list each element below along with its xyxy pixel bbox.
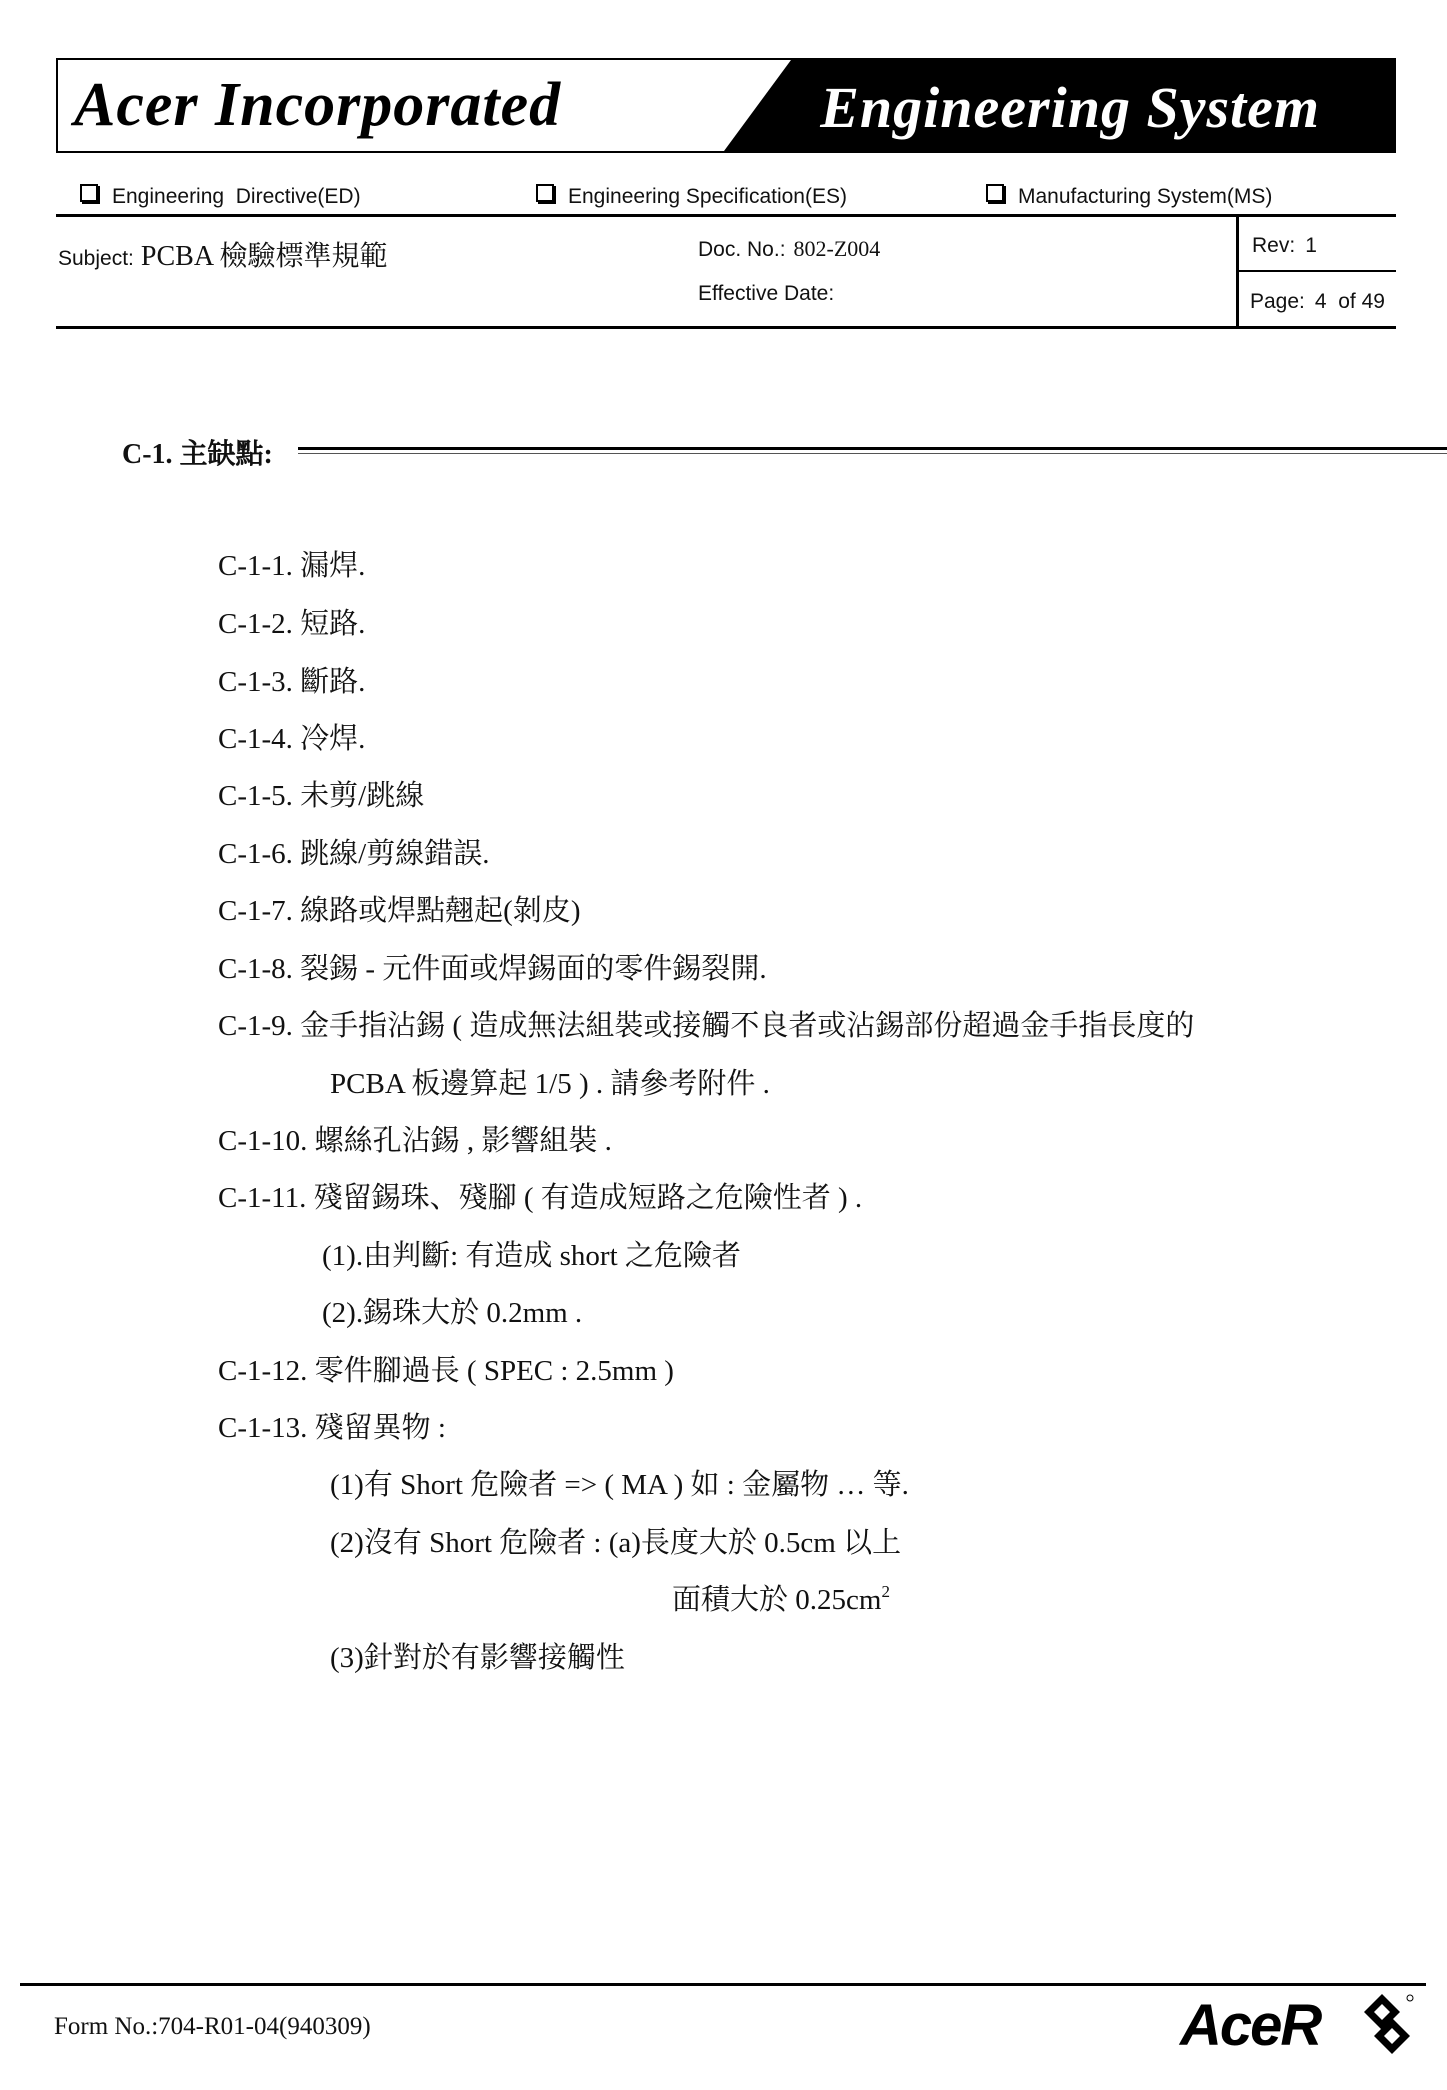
acer-logo-text: AceR: [1180, 1993, 1321, 2058]
form-number: Form No.:704-R01-04(940309): [54, 2013, 371, 2040]
list-item-continuation: PCBA 板邊算起 1/5 ) . 請參考附件 .: [330, 1068, 770, 1100]
list-item: C-1-7. 線路或焊點翹起(剝皮): [218, 895, 581, 927]
effective-date-label: Effective Date:: [698, 282, 835, 305]
list-item: C-1-13. 殘留異物 :: [218, 1412, 446, 1444]
effective-date: [698, 282, 834, 306]
subject-value: PCBA 檢驗標準規範: [140, 241, 388, 272]
category-ms: [986, 184, 1272, 209]
category-es-label: Engineering Specification(ES): [568, 185, 847, 208]
list-item: C-1-2. 短路.: [218, 608, 366, 640]
list-item: C-1-4. 冷焊.: [218, 723, 366, 755]
doc-no-label: Doc. No.:: [698, 238, 786, 261]
doc-no: [698, 236, 880, 262]
company-name: Acer Incorporated: [74, 71, 562, 139]
subject-label: Subject:: [58, 247, 134, 270]
system-name: Engineering System: [820, 75, 1320, 140]
checkbox-icon: [536, 184, 554, 202]
list-item: C-1-6. 跳線/剪線錯誤.: [218, 838, 490, 870]
revision: [1252, 234, 1317, 258]
sub-item: (2).錫珠大於 0.2mm .: [322, 1297, 583, 1329]
list-item: C-1-1. 漏焊.: [218, 550, 366, 582]
list-item: C-1-9. 金手指沾錫 ( 造成無法組裝或接觸不良者或沾錫部份超過金手指長度的: [218, 1010, 1195, 1042]
page-value: 4 of 49: [1314, 290, 1385, 313]
list-item: C-1-12. 零件腳過長 ( SPEC : 2.5mm ): [218, 1355, 674, 1387]
section-rule: [298, 447, 1447, 454]
category-row: [56, 180, 1396, 216]
sub-item: (2)沒有 Short 危險者 : (a)長度大於 0.5cm 以上: [330, 1527, 902, 1559]
doc-no-value: 802-Z004: [793, 236, 881, 261]
category-ed-label: Engineering Directive(ED): [112, 185, 361, 208]
area-exponent: 2: [881, 1582, 890, 1601]
header-rule-top: [56, 214, 1396, 217]
category-ms-label: Manufacturing System(MS): [1018, 185, 1273, 208]
header-rule-bottom: [56, 326, 1396, 329]
header-rule-rev: [1236, 270, 1396, 272]
category-es: [536, 184, 847, 209]
sub-item: (3)針對於有影響接觸性: [330, 1642, 625, 1674]
list-item: C-1-11. 殘留錫珠、殘腳 ( 有造成短路之危險性者 ) .: [218, 1182, 863, 1214]
area-text: 面積大於 0.25cm: [672, 1584, 882, 1616]
acer-logo: [1180, 1988, 1420, 2060]
list-item: C-1-3. 斷路.: [218, 666, 366, 698]
list-item: C-1-8. 裂錫 - 元件面或焊錫面的零件錫裂開.: [218, 953, 767, 985]
rev-label: Rev:: [1252, 234, 1296, 257]
checkbox-icon: [986, 184, 1004, 202]
sub-item: (1)有 Short 危險者 => ( MA ) 如 : 金屬物 … 等.: [330, 1469, 909, 1501]
page-number: [1250, 290, 1385, 314]
rev-value: 1: [1305, 234, 1317, 257]
footer-rule: [20, 1983, 1426, 1986]
page-label: Page:: [1250, 290, 1305, 313]
sub-item: (1).由判斷: 有造成 short 之危險者: [322, 1240, 741, 1272]
sub-item-continuation: [672, 1582, 890, 1618]
subject: [58, 234, 388, 274]
list-item: C-1-10. 螺絲孔沾錫 , 影響組裝 .: [218, 1125, 612, 1157]
section-heading: C-1. 主缺點:: [122, 439, 273, 470]
category-ed: [80, 184, 361, 209]
header-banner: [56, 58, 1396, 153]
acer-diamond-logo-icon: [1360, 1992, 1416, 2058]
checkbox-icon: [80, 184, 98, 202]
list-item: C-1-5. 未剪/跳線: [218, 780, 425, 812]
